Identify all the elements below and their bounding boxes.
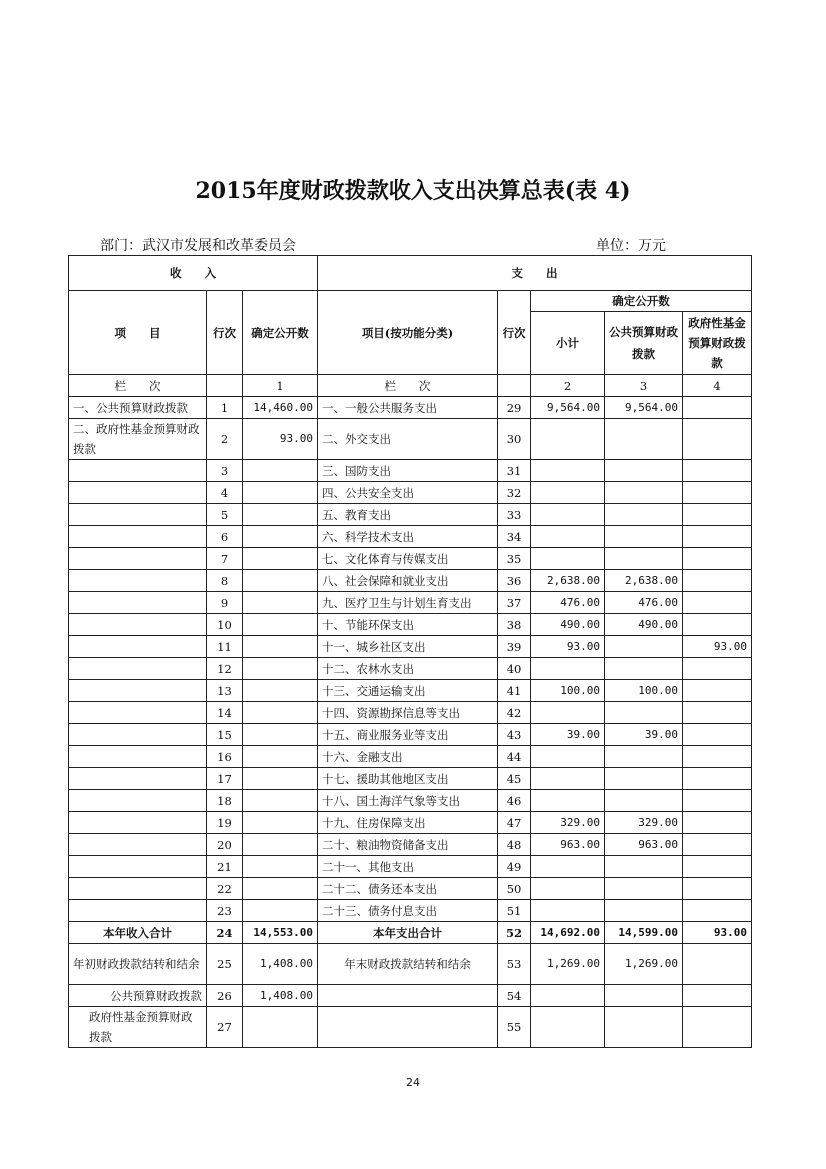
- col-index-3: 3: [605, 375, 683, 397]
- begin-carry-label: 年初财政拨款结转和结余: [69, 944, 207, 985]
- income-row-no: 4: [207, 482, 243, 504]
- expense-row-no: 49: [498, 856, 531, 878]
- col-index-2: 2: [531, 375, 605, 397]
- expense-subtotal: [531, 658, 605, 680]
- expense-item: 十五、商业服务业等支出: [318, 724, 498, 746]
- expense-public: [605, 878, 683, 900]
- expense-public: 490.00: [605, 614, 683, 636]
- expense-subtotal: 476.00: [531, 592, 605, 614]
- income-amount: [243, 658, 318, 680]
- table-row: [69, 834, 752, 856]
- expense-subtotal: [531, 419, 605, 460]
- income-amount: [243, 482, 318, 504]
- expense-public: [605, 768, 683, 790]
- income-amount: [243, 702, 318, 724]
- expense-fund: [683, 746, 752, 768]
- expense-fund: [683, 397, 752, 419]
- table-row: [69, 680, 752, 702]
- income-amount: [243, 856, 318, 878]
- page-title: 2015年度财政拨款收入支出决算总表(表 4): [195, 178, 631, 204]
- unit-label: 单位：万元: [596, 238, 666, 254]
- carry-fund-row: [69, 1007, 752, 1048]
- expense-item: 十六、金融支出: [318, 746, 498, 768]
- expense-fund: [683, 548, 752, 570]
- table-row: [69, 856, 752, 878]
- expense-public: [605, 460, 683, 482]
- income-amount: [243, 900, 318, 922]
- income-row-no: 19: [207, 812, 243, 834]
- expense-fund: [683, 878, 752, 900]
- income-amount: [243, 724, 318, 746]
- carry-public-no: 26: [207, 985, 243, 1007]
- income-row-no: 16: [207, 746, 243, 768]
- income-item: [69, 856, 207, 878]
- expense-fund: [683, 900, 752, 922]
- table-row: [69, 658, 752, 680]
- table-row: [69, 900, 752, 922]
- carry-fund-label: 政府性基金预算财政拨款: [69, 1007, 207, 1048]
- expense-fund: [683, 504, 752, 526]
- expense-total-subtotal: 14,692.00: [531, 922, 605, 944]
- table-row: [69, 746, 752, 768]
- income-item: [69, 790, 207, 812]
- expense-item: 十二、农林水支出: [318, 658, 498, 680]
- expense-fund: [683, 526, 752, 548]
- expense-public: [605, 746, 683, 768]
- end-carry-subtotal: 1,269.00: [531, 944, 605, 985]
- table-row: [69, 526, 752, 548]
- expense-fund: [683, 812, 752, 834]
- expense-header: 支 出: [318, 256, 752, 291]
- expense-public: [605, 482, 683, 504]
- expense-row-no: 31: [498, 460, 531, 482]
- expense-item: 六、科学技术支出: [318, 526, 498, 548]
- income-item: [69, 614, 207, 636]
- expense-row-no: 45: [498, 768, 531, 790]
- expense-fund: [683, 419, 752, 460]
- expense-subtotal: [531, 482, 605, 504]
- expense-row-no: 46: [498, 790, 531, 812]
- expense-public: [605, 636, 683, 658]
- income-item: [69, 526, 207, 548]
- income-row-no: 8: [207, 570, 243, 592]
- table-row: [69, 636, 752, 658]
- income-amount: [243, 680, 318, 702]
- income-amount: [243, 592, 318, 614]
- expense-item: 五、教育支出: [318, 504, 498, 526]
- expense-subtotal: 39.00: [531, 724, 605, 746]
- income-item: [69, 834, 207, 856]
- income-amount: [243, 636, 318, 658]
- expense-fund: [683, 680, 752, 702]
- income-item: [69, 482, 207, 504]
- expense-row-no: 30: [498, 419, 531, 460]
- expense-fund: [683, 592, 752, 614]
- expense-subtotal: [531, 768, 605, 790]
- income-row-no: 15: [207, 724, 243, 746]
- income-item: [69, 592, 207, 614]
- expense-item: 二十二、债务还本支出: [318, 878, 498, 900]
- income-item: 一、公共预算财政拨款: [69, 397, 207, 419]
- expense-total-no: 52: [498, 922, 531, 944]
- expense-row-no: 44: [498, 746, 531, 768]
- table-row: [69, 812, 752, 834]
- expense-subtotal: 100.00: [531, 680, 605, 702]
- expense-public: 2,638.00: [605, 570, 683, 592]
- income-row-no-header: 行次: [207, 291, 243, 375]
- expense-public: [605, 526, 683, 548]
- income-item: [69, 504, 207, 526]
- income-item: [69, 680, 207, 702]
- expense-public: 100.00: [605, 680, 683, 702]
- income-row-no: 10: [207, 614, 243, 636]
- expense-subtotal: [531, 460, 605, 482]
- income-amount: [243, 790, 318, 812]
- income-total-no: 24: [207, 922, 243, 944]
- expense-fund: [683, 460, 752, 482]
- expense-fund: [683, 790, 752, 812]
- expense-subtotal: 329.00: [531, 812, 605, 834]
- expense-fund: [683, 614, 752, 636]
- expense-row-no: 41: [498, 680, 531, 702]
- expense-public: [605, 856, 683, 878]
- income-amount: [243, 746, 318, 768]
- table-row: [69, 482, 752, 504]
- carry-public-label: 公共预算财政拨款: [69, 985, 207, 1007]
- expense-item: 三、国防支出: [318, 460, 498, 482]
- column-index-row: [69, 375, 752, 397]
- table-row: [69, 397, 752, 419]
- expense-subtotal: [531, 878, 605, 900]
- expense-row-no: 29: [498, 397, 531, 419]
- expense-row-no: 43: [498, 724, 531, 746]
- expense-row-no: 37: [498, 592, 531, 614]
- table-row: [69, 548, 752, 570]
- income-row-no: 23: [207, 900, 243, 922]
- income-item: [69, 658, 207, 680]
- expense-row-no: 35: [498, 548, 531, 570]
- expense-item: 二十三、债务付息支出: [318, 900, 498, 922]
- totals-row: [69, 922, 752, 944]
- income-row-no: 21: [207, 856, 243, 878]
- expense-confirmed-header: 确定公开数: [531, 291, 752, 312]
- subtotal-header: 小计: [531, 312, 605, 375]
- expense-subtotal: [531, 526, 605, 548]
- expense-public: [605, 702, 683, 724]
- income-item: [69, 724, 207, 746]
- col-index-1: 1: [243, 375, 318, 397]
- income-row-no: 11: [207, 636, 243, 658]
- expense-subtotal: 490.00: [531, 614, 605, 636]
- expense-fund: 93.00: [683, 636, 752, 658]
- expense-subtotal: [531, 790, 605, 812]
- table-row: [69, 768, 752, 790]
- income-amount: [243, 504, 318, 526]
- income-amount: [243, 834, 318, 856]
- expense-public: [605, 900, 683, 922]
- income-row-no: 14: [207, 702, 243, 724]
- income-row-no: 6: [207, 526, 243, 548]
- expense-item: 八、社会保障和就业支出: [318, 570, 498, 592]
- expense-public: 9,564.00: [605, 397, 683, 419]
- table-row: [69, 702, 752, 724]
- page-number: 24: [406, 1076, 420, 1089]
- expense-item: 十七、援助其他地区支出: [318, 768, 498, 790]
- carry-fund-no: 27: [207, 1007, 243, 1048]
- income-item: [69, 636, 207, 658]
- expense-public: 39.00: [605, 724, 683, 746]
- end-carry-no: 53: [498, 944, 531, 985]
- expense-public: [605, 548, 683, 570]
- income-row-no: 2: [207, 419, 243, 460]
- expense-fund: [683, 702, 752, 724]
- expense-row-no: 42: [498, 702, 531, 724]
- expense-fund: [683, 856, 752, 878]
- begin-carry-no: 25: [207, 944, 243, 985]
- income-item: [69, 878, 207, 900]
- expense-row-no-header: 行次: [498, 291, 531, 375]
- expense-item: 十、节能环保支出: [318, 614, 498, 636]
- expense-row-no: 51: [498, 900, 531, 922]
- income-total-label: 本年收入合计: [69, 922, 207, 944]
- public-budget-header: 公共预算财政拨款: [605, 312, 683, 375]
- expense-subtotal: 963.00: [531, 834, 605, 856]
- expense-public: 476.00: [605, 592, 683, 614]
- income-row-no: 1: [207, 397, 243, 419]
- begin-carry-amount: 1,408.00: [243, 944, 318, 985]
- expense-row-no: 34: [498, 526, 531, 548]
- income-row-no: 20: [207, 834, 243, 856]
- carry-public-end-no: 54: [498, 985, 531, 1007]
- expense-public: [605, 658, 683, 680]
- carry-public-row: [69, 985, 752, 1007]
- expense-subtotal: 93.00: [531, 636, 605, 658]
- income-row-no: 3: [207, 460, 243, 482]
- expense-subtotal: [531, 702, 605, 724]
- income-amount: [243, 460, 318, 482]
- table-row: [69, 504, 752, 526]
- expense-public: [605, 419, 683, 460]
- expense-total-fund: 93.00: [683, 922, 752, 944]
- expense-row-no: 47: [498, 812, 531, 834]
- income-amount: 14,460.00: [243, 397, 318, 419]
- expense-fund: [683, 482, 752, 504]
- income-amount: [243, 878, 318, 900]
- end-carry-public: 1,269.00: [605, 944, 683, 985]
- expense-item: 四、公共安全支出: [318, 482, 498, 504]
- expense-subtotal: [531, 900, 605, 922]
- header-row-2: [69, 291, 752, 312]
- col-label: 栏 次: [69, 375, 207, 397]
- income-amount: [243, 526, 318, 548]
- expense-item: 十九、住房保障支出: [318, 812, 498, 834]
- table-row: [69, 592, 752, 614]
- expense-item: 二十、粮油物资储备支出: [318, 834, 498, 856]
- expense-item: 十八、国土海洋气象等支出: [318, 790, 498, 812]
- income-item: [69, 570, 207, 592]
- header-row-1: [69, 256, 752, 291]
- carry-row: [69, 944, 752, 985]
- expense-fund: [683, 768, 752, 790]
- expense-total-label: 本年支出合计: [318, 922, 498, 944]
- table-row: [69, 724, 752, 746]
- expense-item: 十四、资源勘探信息等支出: [318, 702, 498, 724]
- income-row-no: 13: [207, 680, 243, 702]
- income-row-no: 17: [207, 768, 243, 790]
- budget-table: [68, 255, 752, 1048]
- expense-subtotal: 2,638.00: [531, 570, 605, 592]
- expense-row-no: 40: [498, 658, 531, 680]
- expense-fund: [683, 570, 752, 592]
- expense-subtotal: [531, 504, 605, 526]
- expense-fund: [683, 834, 752, 856]
- expense-item: 一、一般公共服务支出: [318, 397, 498, 419]
- income-amount: 93.00: [243, 419, 318, 460]
- expense-item: 七、文化体育与传媒支出: [318, 548, 498, 570]
- income-row-no: 9: [207, 592, 243, 614]
- income-row-no: 22: [207, 878, 243, 900]
- income-amount: [243, 614, 318, 636]
- expense-subtotal: 9,564.00: [531, 397, 605, 419]
- expense-total-public: 14,599.00: [605, 922, 683, 944]
- expense-row-no: 39: [498, 636, 531, 658]
- expense-row-no: 48: [498, 834, 531, 856]
- expense-fund: [683, 724, 752, 746]
- income-row-no: 7: [207, 548, 243, 570]
- expense-item: 十三、交通运输支出: [318, 680, 498, 702]
- income-item: [69, 460, 207, 482]
- table-row: [69, 614, 752, 636]
- expense-subtotal: [531, 548, 605, 570]
- expense-public: 963.00: [605, 834, 683, 856]
- income-amount: [243, 570, 318, 592]
- expense-row-no: 50: [498, 878, 531, 900]
- expense-item: 九、医疗卫生与计划生育支出: [318, 592, 498, 614]
- income-total-amount: 14,553.00: [243, 922, 318, 944]
- table-row: [69, 878, 752, 900]
- income-item: [69, 768, 207, 790]
- carry-fund-end-no: 55: [498, 1007, 531, 1048]
- income-item-header: 项 目: [69, 291, 207, 375]
- income-item: [69, 812, 207, 834]
- end-carry-label: 年末财政拨款结转和结余: [318, 944, 498, 985]
- income-confirmed-header: 确定公开数: [243, 291, 318, 375]
- department-label: 部门：武汉市发展和改革委员会: [100, 238, 296, 254]
- income-row-no: 5: [207, 504, 243, 526]
- income-amount: [243, 768, 318, 790]
- col-index-4: 4: [683, 375, 752, 397]
- income-amount: [243, 812, 318, 834]
- expense-item-header: 项目(按功能分类): [318, 291, 498, 375]
- income-item: [69, 746, 207, 768]
- income-amount: [243, 548, 318, 570]
- expense-item: 二、外交支出: [318, 419, 498, 460]
- expense-public: [605, 790, 683, 812]
- table-row: [69, 790, 752, 812]
- expense-public: [605, 504, 683, 526]
- expense-row-no: 33: [498, 504, 531, 526]
- expense-row-no: 36: [498, 570, 531, 592]
- expense-subtotal: [531, 856, 605, 878]
- income-row-no: 18: [207, 790, 243, 812]
- income-row-no: 12: [207, 658, 243, 680]
- table-row: [69, 460, 752, 482]
- expense-item: 十一、城乡社区支出: [318, 636, 498, 658]
- expense-row-no: 38: [498, 614, 531, 636]
- income-header: 收 入: [69, 256, 318, 291]
- income-item: 二、政府性基金预算财政拨款: [69, 419, 207, 460]
- gov-fund-header: 政府性基金预算财政拨款: [683, 312, 752, 375]
- table-row: [69, 419, 752, 460]
- expense-public: 329.00: [605, 812, 683, 834]
- table-row: [69, 570, 752, 592]
- income-item: [69, 900, 207, 922]
- carry-public-amount: 1,408.00: [243, 985, 318, 1007]
- expense-subtotal: [531, 746, 605, 768]
- expense-item: 二十一、其他支出: [318, 856, 498, 878]
- income-item: [69, 548, 207, 570]
- income-item: [69, 702, 207, 724]
- col-label: 栏 次: [318, 375, 498, 397]
- expense-row-no: 32: [498, 482, 531, 504]
- expense-fund: [683, 658, 752, 680]
